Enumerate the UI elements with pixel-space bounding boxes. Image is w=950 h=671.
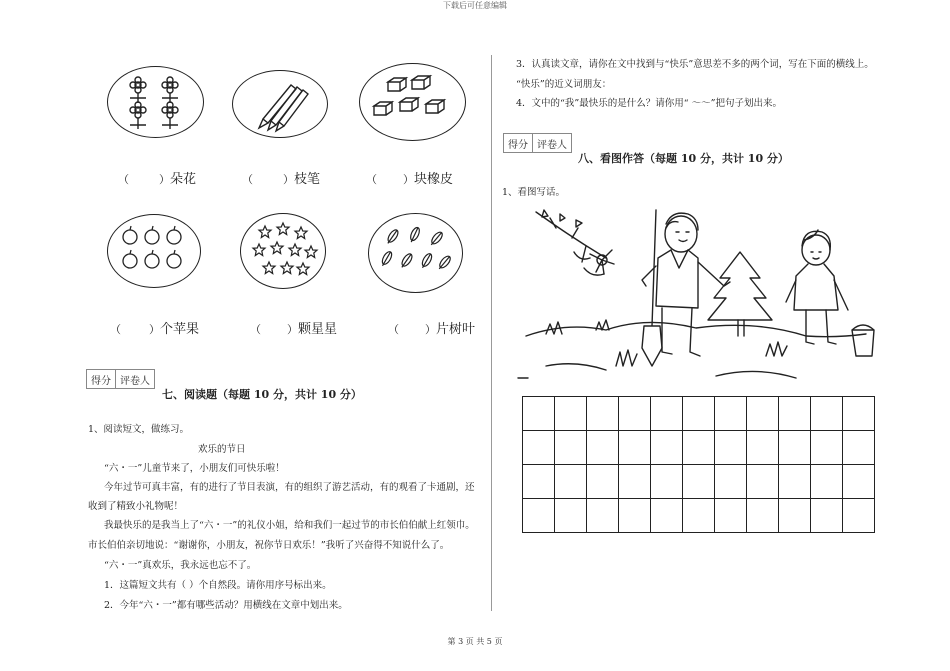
grid-cell[interactable]	[587, 397, 619, 431]
grid-cell[interactable]	[811, 431, 843, 465]
stars-oval	[240, 213, 326, 289]
grid-cell[interactable]	[779, 465, 811, 499]
synonym-line: “快乐”的近义词朋友：	[516, 79, 612, 90]
pens-oval	[232, 70, 328, 138]
grid-cell[interactable]	[619, 397, 651, 431]
grid-cell[interactable]	[555, 431, 587, 465]
grid-cell[interactable]	[779, 397, 811, 431]
children-planting-illustration	[516, 206, 878, 384]
count-label-apples: （ ）个苹果	[110, 322, 200, 337]
grid-cell[interactable]	[715, 465, 747, 499]
section7-score-box	[86, 369, 155, 389]
score-label: 得分	[508, 139, 528, 151]
picture-writing-prompt: 1、看图写话。	[502, 187, 566, 198]
reading-question-2: 2．今年“六・一”都有哪些活动？用横线在文章中划出来。	[104, 600, 348, 611]
reading-question-3: 3．认真读文章，请你在文中找到与“快乐”意思差不多的两个词，写在下面的横线上。	[516, 59, 874, 70]
grid-cell[interactable]	[811, 397, 843, 431]
grid-cell[interactable]	[523, 397, 555, 431]
grader-label: 评卷人	[532, 134, 571, 152]
grid-cell[interactable]	[619, 431, 651, 465]
flower-icons	[108, 67, 203, 137]
grid-cell[interactable]	[651, 465, 683, 499]
count-label-pens: （ ）枝笔	[242, 172, 321, 187]
reading-intro: 1、阅读短文，做练习。	[88, 424, 190, 435]
grid-cell[interactable]	[715, 499, 747, 533]
flowers-oval	[107, 66, 204, 138]
grid-cell[interactable]	[779, 431, 811, 465]
grid-cell[interactable]	[619, 465, 651, 499]
grid-cell[interactable]	[715, 397, 747, 431]
grid-cell[interactable]	[843, 499, 875, 533]
grid-cell[interactable]	[523, 431, 555, 465]
page-header-note: 下载后可任意编辑	[443, 1, 507, 10]
grid-cell[interactable]	[555, 499, 587, 533]
passage-line-5: 市长伯伯亲切地说：“谢谢你，小朋友，祝你节日欢乐！”我听了兴奋得不知说什么了。	[88, 540, 450, 551]
grid-cell[interactable]	[747, 431, 779, 465]
passage-line-2: 今年过节可真丰富，有的进行了节目表演，有的组织了游艺活动，有的观看了卡通剧，还	[104, 482, 475, 493]
grid-cell[interactable]	[555, 397, 587, 431]
writing-grid[interactable]	[522, 396, 875, 533]
passage-line-3: 收到了精致小礼物呢！	[88, 501, 184, 512]
passage-line-1: “六・一”儿童节来了，小朋友们可快乐啦！	[104, 463, 285, 474]
leaf-icons	[369, 214, 462, 292]
apples-oval	[107, 214, 201, 288]
grid-cell[interactable]	[587, 465, 619, 499]
grid-cell[interactable]	[683, 397, 715, 431]
grid-cell[interactable]	[747, 499, 779, 533]
leaves-oval	[368, 213, 463, 293]
grid-cell[interactable]	[843, 397, 875, 431]
reading-question-4: 4．文中的“我”最快乐的是什么？请你用“ ～～”把句子划出来。	[516, 98, 782, 109]
grid-cell[interactable]	[619, 499, 651, 533]
grid-cell[interactable]	[523, 499, 555, 533]
grid-cell[interactable]	[843, 431, 875, 465]
grid-cell[interactable]	[683, 465, 715, 499]
grid-cell[interactable]	[747, 397, 779, 431]
passage-title: 欢乐的节日	[198, 444, 246, 455]
passage-line-6: “六・一”真欢乐，我永远也忘不了。	[104, 560, 257, 571]
apple-icons	[108, 215, 200, 287]
grader-label: 评卷人	[115, 370, 154, 388]
eraser-icons	[360, 64, 465, 140]
count-label-flowers: （ ）朵花	[118, 172, 197, 187]
reading-question-1: 1．这篇短文共有（ ）个自然段。请你用序号标出来。	[104, 580, 332, 591]
passage-line-4: 我最快乐的是我当上了“六・一”的礼仪小姐，给和我们一起过节的市长伯伯献上红领巾。	[104, 520, 475, 531]
grid-cell[interactable]	[811, 465, 843, 499]
grid-cell[interactable]	[779, 499, 811, 533]
section8-title: 八、看图作答（每题 10 分，共计 10 分）	[578, 152, 789, 165]
grid-cell[interactable]	[811, 499, 843, 533]
grid-cell[interactable]	[651, 397, 683, 431]
grid-cell[interactable]	[715, 431, 747, 465]
grid-cell[interactable]	[555, 465, 587, 499]
grid-cell[interactable]	[587, 431, 619, 465]
section7-title: 七、阅读题（每题 10 分，共计 10 分）	[162, 388, 362, 401]
star-icons	[241, 214, 325, 288]
grid-cell[interactable]	[587, 499, 619, 533]
grid-cell[interactable]	[747, 465, 779, 499]
grid-cell[interactable]	[651, 431, 683, 465]
count-label-stars: （ ）颗星星	[250, 322, 338, 337]
grid-cell[interactable]	[651, 499, 683, 533]
erasers-oval	[359, 63, 466, 141]
grid-cell[interactable]	[843, 465, 875, 499]
page-footer: 第 3 页 共 5 页	[447, 637, 503, 646]
count-label-leaves: （ ）片树叶	[388, 322, 476, 337]
section8-score-box	[503, 133, 572, 153]
pencil-icons	[233, 71, 327, 137]
grid-cell[interactable]	[683, 499, 715, 533]
count-label-erasers: （ ）块橡皮	[366, 172, 454, 187]
column-divider	[491, 55, 492, 611]
score-label: 得分	[91, 375, 111, 387]
grid-cell[interactable]	[683, 431, 715, 465]
grid-cell[interactable]	[523, 465, 555, 499]
